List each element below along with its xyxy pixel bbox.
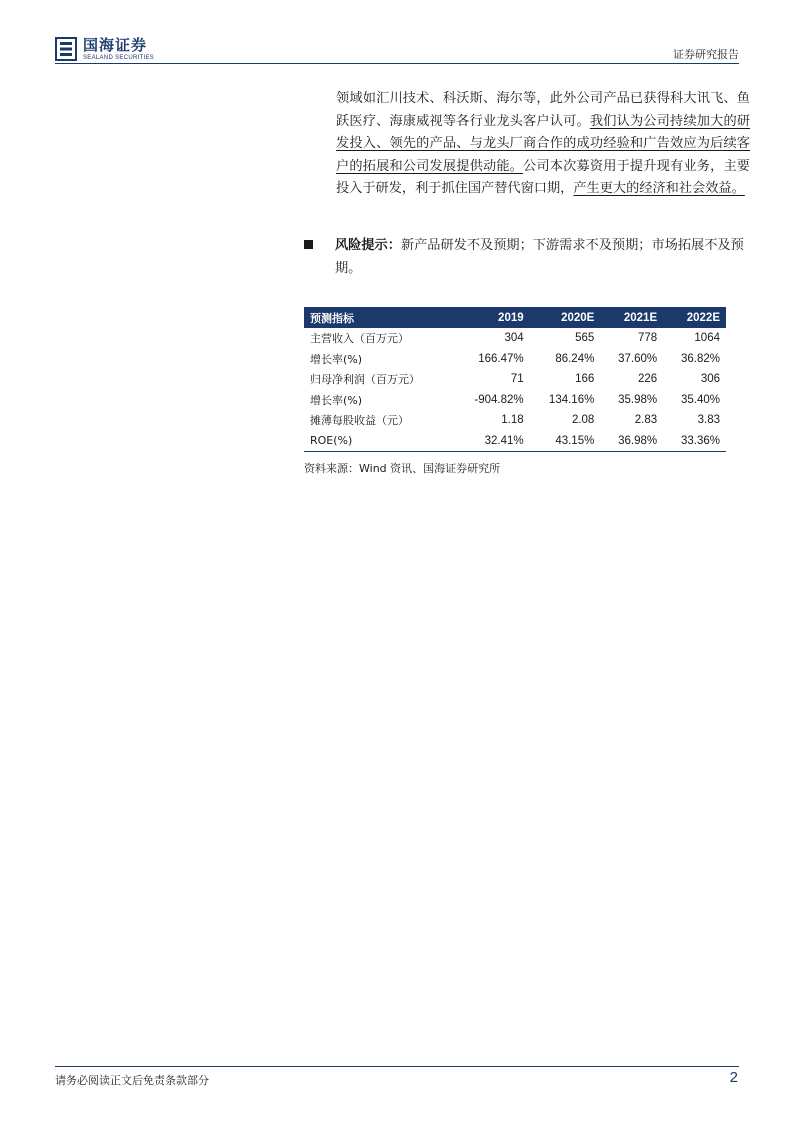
- body-segment-3: 公司本次募资用于提升现有业务，主要投入于研发，利于抓住国产替代窗口期，: [336, 158, 750, 196]
- row-label: 主营收入（百万元）: [310, 332, 409, 346]
- table-cell: 2.08: [571, 414, 595, 427]
- risk-label: 风险提示：: [335, 238, 401, 253]
- risk-section: [304, 234, 750, 280]
- table-cell: 1064: [694, 332, 720, 345]
- row-label: 增长率(%): [310, 393, 363, 407]
- column-header: 2020E: [561, 311, 595, 324]
- square-bullet-icon: [304, 240, 313, 249]
- table-cell: 33.36%: [663, 431, 726, 452]
- page-number: 2: [729, 1069, 738, 1086]
- table-cell: 166: [575, 373, 595, 386]
- table-cell: 306: [700, 373, 720, 386]
- table-cell: -904.82%: [474, 393, 524, 406]
- table-cell: 35.98%: [618, 393, 658, 406]
- table-cell: 36.98%: [600, 431, 663, 452]
- table-cell: 71: [510, 373, 524, 386]
- table-row: [304, 328, 726, 349]
- forecast-table: [304, 307, 726, 452]
- table-cell: 32.41%: [454, 431, 529, 452]
- row-label: 增长率(%): [310, 352, 363, 366]
- column-header: 2021E: [623, 311, 658, 324]
- table-row: [304, 349, 726, 370]
- report-type: 证券研究报告: [673, 48, 739, 61]
- table-cell: 226: [637, 373, 658, 386]
- footer-divider: [55, 1066, 739, 1067]
- table-cell: 43.15%: [530, 431, 601, 452]
- column-header: 2019: [498, 311, 524, 324]
- table-row: [304, 369, 726, 390]
- table-source-note: 资料来源：Wind 资讯、国海证券研究所: [304, 462, 501, 475]
- sealand-logo-icon: [55, 37, 77, 61]
- header-divider: [55, 63, 739, 64]
- table-cell: 565: [575, 332, 595, 345]
- table-cell: 3.83: [697, 414, 720, 427]
- table-cell: 166.47%: [478, 352, 524, 365]
- row-label: 归母净利润（百万元）: [310, 373, 420, 387]
- column-header: 预测指标: [310, 311, 354, 325]
- body-segment-1: 领域如汇川技术、科沃斯、海尔等，此外公司产品已获得科大讯飞、鱼跃医疗、海康威视等各行业龙头客户认可。: [336, 91, 750, 129]
- body-segment-2: 我们认为公司持续加大的研发投入、领先的产品、与龙头厂商合作的成功经验和广告效应为后续客户的拓展和公司发展提供动能。: [336, 113, 751, 174]
- row-label: 摊薄每股收益（元）: [310, 414, 409, 428]
- table-cell: 134.16%: [548, 393, 595, 406]
- row-label: ROE(%): [304, 431, 454, 452]
- body-segment-4: 产生更大的经济和社会效益。: [573, 181, 745, 196]
- body-paragraph: [336, 88, 750, 201]
- table-cell: 2.83: [634, 414, 658, 427]
- table-row: [304, 390, 726, 411]
- table-cell: 37.60%: [618, 352, 658, 365]
- page-header: [55, 34, 739, 66]
- column-header: 2022E: [686, 311, 720, 324]
- table-header-row: [304, 307, 726, 328]
- risk-text: 新产品研发不及预期；下游需求不及预期；市场拓展不及预期。: [335, 238, 744, 276]
- logo-chinese-name: 国海证券: [83, 35, 148, 54]
- footer-disclaimer: 请务必阅读正文后免责条款部分: [55, 1074, 209, 1087]
- logo-english-name: SEALAND SECURITIES: [83, 54, 155, 61]
- sealand-logo: [55, 36, 154, 62]
- table-row: [304, 410, 726, 431]
- table-cell: 778: [637, 332, 658, 345]
- table-cell: 304: [504, 332, 524, 345]
- table-cell: 86.24%: [555, 352, 595, 365]
- table-cell: 1.18: [501, 414, 524, 427]
- table-cell: 35.40%: [680, 393, 720, 406]
- table-cell: 36.82%: [680, 352, 720, 365]
- table-row: [304, 431, 726, 452]
- forecast-table-container: [304, 307, 726, 452]
